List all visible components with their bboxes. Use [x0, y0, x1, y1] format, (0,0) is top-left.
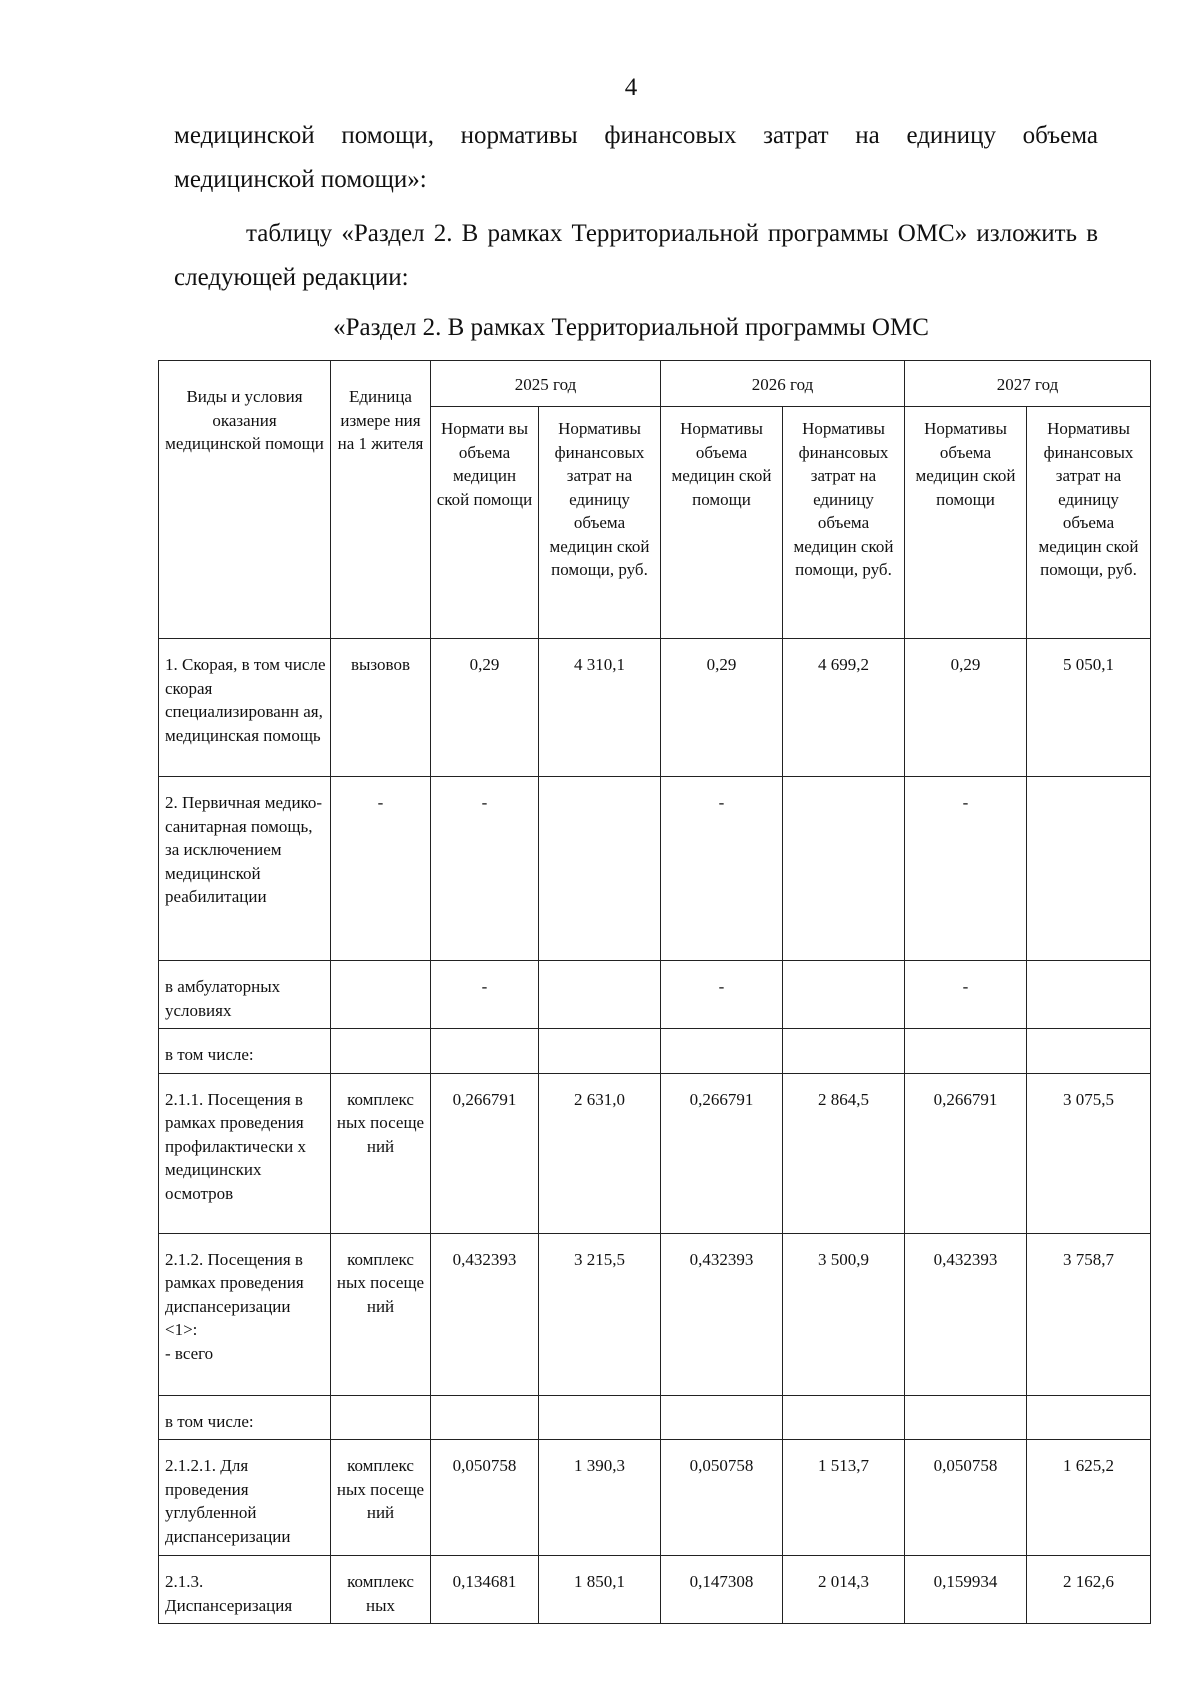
- cell-v2027: 0,050758: [905, 1440, 1027, 1556]
- cell-unit: вызовов: [331, 639, 431, 777]
- cell-f2026: [783, 961, 905, 1029]
- cell-f2026: 4 699,2: [783, 639, 905, 777]
- table-row: [159, 639, 1151, 777]
- cell-v2026: 0,050758: [661, 1440, 783, 1556]
- table-row: [159, 1556, 1151, 1624]
- cell-unit: комплекс ных посеще ний: [331, 1233, 431, 1395]
- cell-v2026: -: [661, 777, 783, 961]
- intro-paragraph-2: таблицу «Раздел 2. В рамках Территориальной программы ОМС» изложить в следующей редакции:: [174, 220, 1098, 291]
- cell-unit: [331, 1395, 431, 1440]
- cell-f2025: [539, 1395, 661, 1440]
- cell-f2026: 2 864,5: [783, 1073, 905, 1233]
- table-title: «Раздел 2. В рамках Территориальной программы ОМС: [333, 314, 929, 341]
- cell-f2026: 1 513,7: [783, 1440, 905, 1556]
- cell-f2025: 2 631,0: [539, 1073, 661, 1233]
- cell-f2027: 3 758,7: [1027, 1233, 1151, 1395]
- cell-unit: [331, 961, 431, 1029]
- cell-f2025: 1 850,1: [539, 1556, 661, 1624]
- cell-v2026: 0,266791: [661, 1073, 783, 1233]
- table-row: [159, 1073, 1151, 1233]
- header-year-2027: 2027 год: [905, 361, 1151, 407]
- cell-f2027: [1027, 961, 1151, 1029]
- row-name: 1. Скорая, в том числе скорая специализированн ая, медицинская помощь: [159, 639, 331, 777]
- header-finance-2025: Нормативы финансовых затрат на единицу объема медицин ской помощи, руб.: [539, 407, 661, 639]
- cell-v2027: 0,432393: [905, 1233, 1027, 1395]
- table-row: [159, 1395, 1151, 1440]
- row-name: 2.1.2.1. Для проведения углубленной диспансеризации: [159, 1440, 331, 1556]
- table-body: [159, 639, 1151, 1624]
- cell-v2025: [431, 1395, 539, 1440]
- cell-f2027: 2 162,6: [1027, 1556, 1151, 1624]
- cell-unit: комплекс ных посеще ний: [331, 1440, 431, 1556]
- cell-v2025: -: [431, 961, 539, 1029]
- cell-v2025: 0,432393: [431, 1233, 539, 1395]
- row-name: в том числе:: [159, 1395, 331, 1440]
- cell-f2025: [539, 1029, 661, 1074]
- header-finance-2026: Нормативы финансовых затрат на единицу объема медицин ской помощи, руб.: [783, 407, 905, 639]
- header-year-2025: 2025 год: [431, 361, 661, 407]
- cell-v2027: 0,266791: [905, 1073, 1027, 1233]
- cell-unit: комплекс ных: [331, 1556, 431, 1624]
- cell-v2025: 0,134681: [431, 1556, 539, 1624]
- row-name: 2.1.2. Посещения в рамках проведения диспансеризации <1>: - всего: [159, 1233, 331, 1395]
- cell-f2027: [1027, 1395, 1151, 1440]
- cell-v2025: 0,266791: [431, 1073, 539, 1233]
- table-row: [159, 777, 1151, 961]
- cell-v2026: [661, 1029, 783, 1074]
- cell-v2027: 0,159934: [905, 1556, 1027, 1624]
- row-name: в амбулаторных условиях: [159, 961, 331, 1029]
- cell-f2025: 4 310,1: [539, 639, 661, 777]
- header-volume-2026: Нормативы объема медицин ской помощи: [661, 407, 783, 639]
- cell-v2025: 0,29: [431, 639, 539, 777]
- cell-f2026: [783, 1395, 905, 1440]
- header-unit: Единица измере ния на 1 жителя: [331, 361, 431, 639]
- page-number: 4: [624, 74, 638, 101]
- cell-v2025: 0,050758: [431, 1440, 539, 1556]
- cell-f2027: [1027, 777, 1151, 961]
- cell-unit: -: [331, 777, 431, 961]
- table-row: [159, 1233, 1151, 1395]
- table-row: [159, 1029, 1151, 1074]
- cell-f2027: 1 625,2: [1027, 1440, 1151, 1556]
- row-name: 2. Первичная медико-санитарная помощь, за исключением медицинской реабилитации: [159, 777, 331, 961]
- cell-v2027: [905, 1029, 1027, 1074]
- cell-v2027: -: [905, 777, 1027, 961]
- header-volume-2025: Нормати вы объема медицин ской помощи: [431, 407, 539, 639]
- norms-table: [158, 360, 1151, 1624]
- header-year-2026: 2026 год: [661, 361, 905, 407]
- table-header: [159, 361, 1151, 639]
- row-name: 2.1.1. Посещения в рамках проведения профилактически х медицинских осмотров: [159, 1073, 331, 1233]
- cell-v2026: 0,147308: [661, 1556, 783, 1624]
- row-name: 2.1.3. Диспансеризация: [159, 1556, 331, 1624]
- cell-f2025: 3 215,5: [539, 1233, 661, 1395]
- cell-v2026: [661, 1395, 783, 1440]
- cell-v2026: 0,29: [661, 639, 783, 777]
- cell-v2027: [905, 1395, 1027, 1440]
- cell-f2027: [1027, 1029, 1151, 1074]
- cell-unit: комплекс ных посеще ний: [331, 1073, 431, 1233]
- cell-v2026: -: [661, 961, 783, 1029]
- cell-unit: [331, 1029, 431, 1074]
- cell-v2026: 0,432393: [661, 1233, 783, 1395]
- header-finance-2027: Нормативы финансовых затрат на единицу объема медицин ской помощи, руб.: [1027, 407, 1151, 639]
- cell-v2027: 0,29: [905, 639, 1027, 777]
- cell-f2027: 3 075,5: [1027, 1073, 1151, 1233]
- cell-v2025: -: [431, 777, 539, 961]
- table-row: [159, 1440, 1151, 1556]
- header-volume-2027: Нормативы объема медицин ской помощи: [905, 407, 1027, 639]
- row-name: в том числе:: [159, 1029, 331, 1074]
- cell-f2026: [783, 777, 905, 961]
- cell-f2026: 3 500,9: [783, 1233, 905, 1395]
- cell-v2025: [431, 1029, 539, 1074]
- cell-f2026: 2 014,3: [783, 1556, 905, 1624]
- cell-f2026: [783, 1029, 905, 1074]
- cell-f2025: [539, 961, 661, 1029]
- cell-v2027: -: [905, 961, 1027, 1029]
- cell-f2027: 5 050,1: [1027, 639, 1151, 777]
- cell-f2025: 1 390,3: [539, 1440, 661, 1556]
- table-row: [159, 961, 1151, 1029]
- cell-f2025: [539, 777, 661, 961]
- intro-paragraph-1: медицинской помощи, нормативы финансовых затрат на единицу объема медицинской помощи»:: [174, 122, 1098, 193]
- header-kind: Виды и условия оказания медицинской помощи: [159, 361, 331, 639]
